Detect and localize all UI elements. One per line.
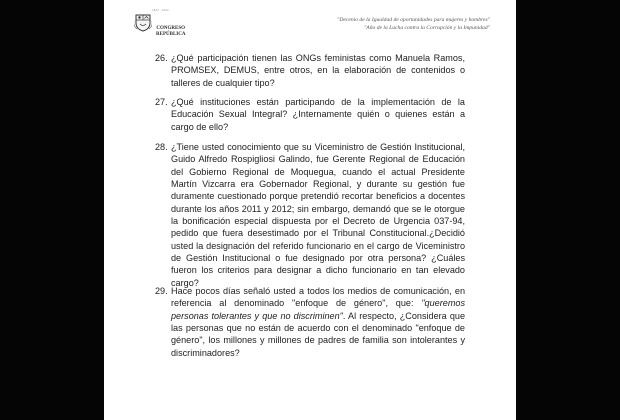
document-page [104,0,516,420]
question-number: 27. [155,97,168,107]
question-text [171,285,465,359]
institution-line-2: REPÚBLICA [156,32,186,37]
institution-line-1: CONGRESO [156,26,186,31]
question-quote: "queremos personas tolerantes y que no discriminen" [171,298,465,321]
question-number: 28. [155,142,168,152]
question-text-part-a: Hace pocos días señaló usted a todos los medios de comunicación, en referencia al denominado "enfoque de género", que: [171,286,465,309]
question-number: 29. [155,286,168,296]
motto-line-1: "Decenio de la Igualdad de oportunidades para mujeres y hombres" [337,17,490,23]
crest-top-label: 1822 - 2022 [152,8,169,12]
question-27 [155,96,465,133]
institution-name [156,26,185,38]
congress-crest-icon [134,12,152,32]
question-text: ¿Qué instituciones están participando de la implementación de la Educación Sexual Integral? ¿Internamente quién o quienes están a cargo de ello? [171,97,465,132]
question-29 [155,285,465,359]
motto-line-2: "Año de la Lucha contra la Corrupción y la Impunidad" [363,25,490,31]
question-text: ¿Tiene usted conocimiento que su Viceministro de Gestión Institucional, Guido Alfredo Rospigliosi Galindo, fue Gerente Regional de Educación del Gobierno Regional de Moquegua, cuando el actual Presidente Martín Vizcarra era Gobernador Regional, y durante su gestión fue duramente cuestionado porque pretendió recortar beneficios a docentes durante los años 2011 y 2012; sin embargo, demandó que se le otorgue la bonificación especial dispuesta por el Decreto de Urgencia 037-94, pedido que fuera desestimado por el Tribunal Constitucional.¿Decidió usted la designación del referido funcionario en el cargo de Viceministro de Gestión Institucional o fue designado por otra persona? ¿Cuáles fueron los criterios para designar a dicho funcionario en tan elevado cargo? [171,142,465,288]
question-26 [155,52,465,89]
question-text-part-b: . Al respecto, ¿Considera que las personas que no están de acuerdo con el denominado "enfoque de género", los millones y millones de padres de familia son intolerantes y discriminadores? [171,310,465,358]
question-28 [155,141,465,289]
header-mottos [284,16,490,32]
question-text: ¿Qué participación tienen las ONGs feministas como Manuela Ramos, PROMSEX, DEMUS, entre otros, en la elaboración de contenidos o talleres de cualquier tipo? [171,53,465,88]
question-number: 26. [155,53,168,63]
